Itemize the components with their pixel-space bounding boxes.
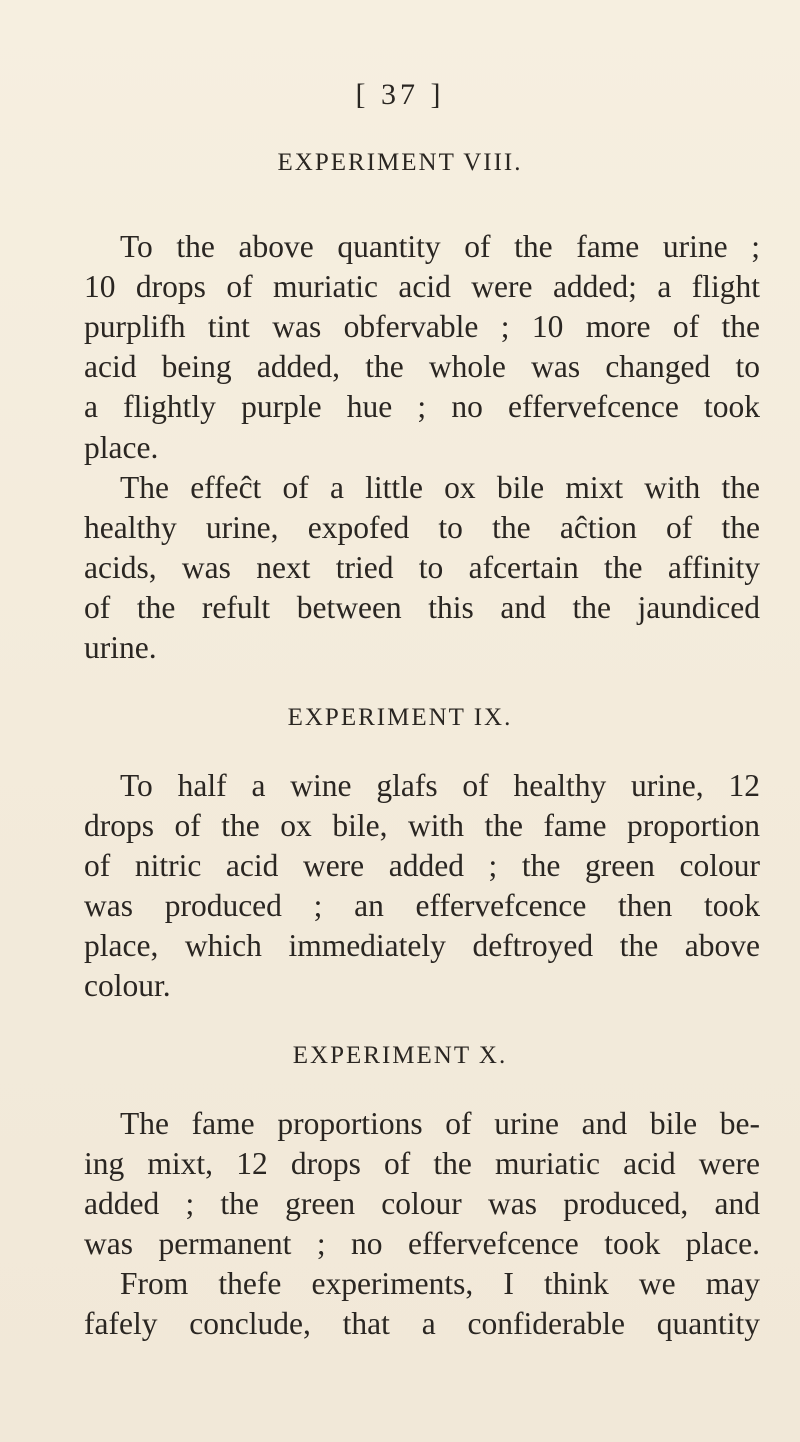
text-line: From thefe experiments, I think we may — [120, 1266, 760, 1301]
text-line: urine. — [84, 630, 157, 665]
text-line: fafely conclude, that a confiderable quantity — [84, 1306, 760, 1341]
text-line: was permanent ; no effervefcence took place. — [84, 1226, 760, 1261]
page-number: [ 37 ] — [355, 78, 445, 111]
text-line: drops of the ox bile, with the fame proportion — [84, 808, 760, 843]
text-line: The effeĉt of a little ox bile mixt with the — [120, 470, 760, 505]
text-line: ing mixt, 12 drops of the muriatic acid were — [84, 1146, 760, 1181]
text-line: place, which immediately deftroyed the above — [84, 928, 760, 963]
text-line: purplifh tint was obfervable ; 10 more of the — [84, 309, 760, 344]
text-line: 10 drops of muriatic acid were added; a flight — [84, 269, 760, 304]
text-line: healthy urine, expofed to the aĉtion of the — [84, 510, 760, 545]
text-line: acids, was next tried to afcertain the affinity — [84, 550, 760, 585]
text-line: To the above quantity of the fame urine ; — [120, 229, 760, 264]
text-line: of nitric acid were added ; the green colour — [84, 848, 760, 883]
section-heading-experiment-ix: EXPERIMENT IX. — [287, 704, 513, 731]
text-line: colour. — [84, 968, 171, 1003]
text-line: was produced ; an effervefcence then took — [84, 888, 760, 923]
text-line: of the refult between this and the jaundiced — [84, 590, 760, 625]
text-line: a flightly purple hue ; no effervefcence took — [84, 389, 760, 424]
text-line: To half a wine glafs of healthy urine, 12 — [120, 768, 760, 803]
section-heading-experiment-x: EXPERIMENT X. — [292, 1042, 508, 1069]
text-line: The fame proportions of urine and bile be- — [120, 1106, 760, 1141]
section-heading-experiment-viii: EXPERIMENT VIII. — [277, 149, 523, 176]
text-line: added ; the green colour was produced, and — [84, 1186, 760, 1221]
text-line: place. — [84, 430, 159, 465]
text-line: acid being added, the whole was changed to — [84, 349, 760, 384]
